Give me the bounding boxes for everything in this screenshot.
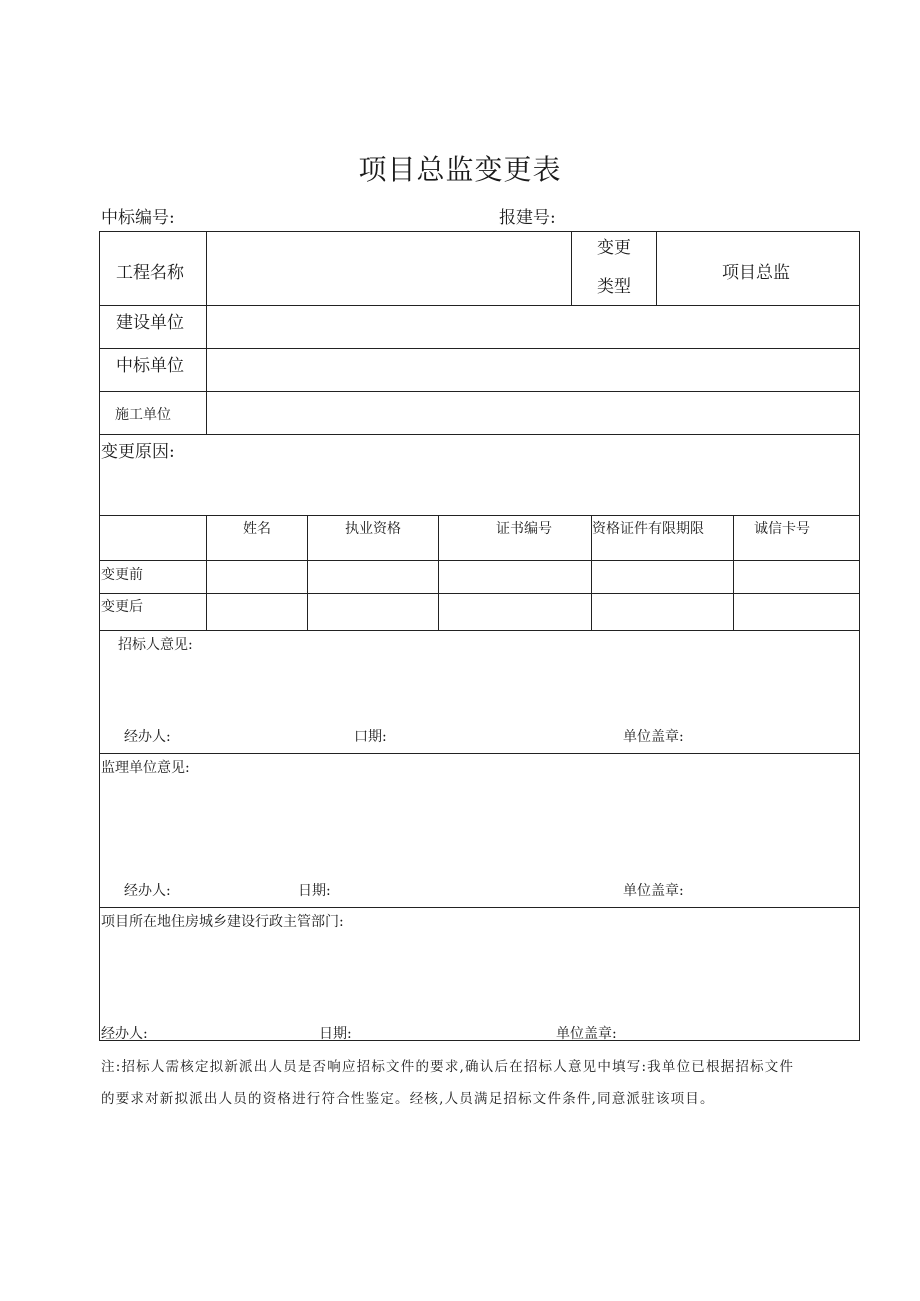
row-label-before: 变更前: [101, 567, 143, 583]
tenderer-date-label: 口期:: [354, 729, 387, 745]
tenderer-opinion-label: 招标人意见:: [118, 637, 193, 653]
row-label-after: 变更后: [101, 599, 143, 615]
bid-number-label: 中标编号:: [101, 208, 175, 228]
tenderer-opinion-field[interactable]: [100, 655, 859, 720]
construction-unit-field[interactable]: [207, 306, 859, 348]
project-name-field[interactable]: [207, 232, 571, 305]
supervisor-handler-label: 经办人:: [124, 883, 171, 899]
after-certificate-number-cell[interactable]: [439, 594, 591, 630]
winning-unit-label: 中标单位: [116, 356, 184, 376]
after-credit-card-cell[interactable]: [734, 594, 859, 630]
before-name-cell[interactable]: [207, 561, 307, 593]
after-certificate-validity-cell[interactable]: [592, 594, 733, 630]
before-qualification-cell[interactable]: [308, 561, 438, 593]
change-reason-field[interactable]: [100, 460, 859, 515]
project-name-label: 工程名称: [116, 263, 184, 283]
after-name-cell[interactable]: [207, 594, 307, 630]
change-reason-label: 变更原因:: [101, 442, 175, 462]
builder-unit-field[interactable]: [207, 392, 859, 434]
supervisor-opinion-label: 监理单位意见:: [101, 760, 190, 776]
winning-unit-field[interactable]: [207, 349, 859, 391]
authority-opinion-label: 项目所在地住房城乡建设行政主管部门:: [101, 914, 344, 930]
footnote-line-2: 的要求对新拟派出人员的资格进行符合性鉴定。经核,人员满足招标文件条件,同意派驻该项目。: [101, 1091, 715, 1107]
tenderer-seal-label: 单位盖章:: [623, 729, 684, 745]
tenderer-handler-label: 经办人:: [124, 729, 171, 745]
footnote-line-1: 注:招标人需核定拟新派出人员是否响应招标文件的要求,确认后在招标人意见中填写:我单位已根据招标文件: [101, 1059, 795, 1075]
authority-handler-label: 经办人:: [101, 1026, 148, 1042]
supervisor-date-label: 日期:: [298, 883, 331, 899]
change-type-label-line1: 变更: [597, 238, 631, 258]
supervisor-opinion-field[interactable]: [100, 778, 859, 873]
builder-unit-label: 施工单位: [115, 407, 171, 423]
authority-seal-label: 单位盖章:: [556, 1026, 617, 1042]
filing-number-label: 报建号:: [499, 208, 556, 228]
supervisor-seal-label: 单位盖章:: [623, 883, 684, 899]
before-certificate-validity-cell[interactable]: [592, 561, 733, 593]
after-qualification-cell[interactable]: [308, 594, 438, 630]
column-header-certificate-validity: 资格证件有限期限: [592, 521, 704, 537]
before-credit-card-cell[interactable]: [734, 561, 859, 593]
construction-unit-label: 建设单位: [116, 313, 184, 333]
page-title: 项目总监变更表: [358, 153, 562, 186]
change-type-value: 项目总监: [722, 263, 790, 283]
change-type-label-line2: 类型: [597, 277, 631, 297]
column-header-name: 姓名: [243, 521, 271, 537]
column-header-certificate-number: 证书编号: [496, 521, 552, 537]
before-certificate-number-cell[interactable]: [439, 561, 591, 593]
column-header-credit-card-number: 诚信卡号: [754, 521, 810, 537]
authority-opinion-field[interactable]: [100, 932, 859, 1017]
column-header-qualification: 执业资格: [345, 521, 401, 537]
authority-date-label: 日期:: [319, 1026, 352, 1042]
